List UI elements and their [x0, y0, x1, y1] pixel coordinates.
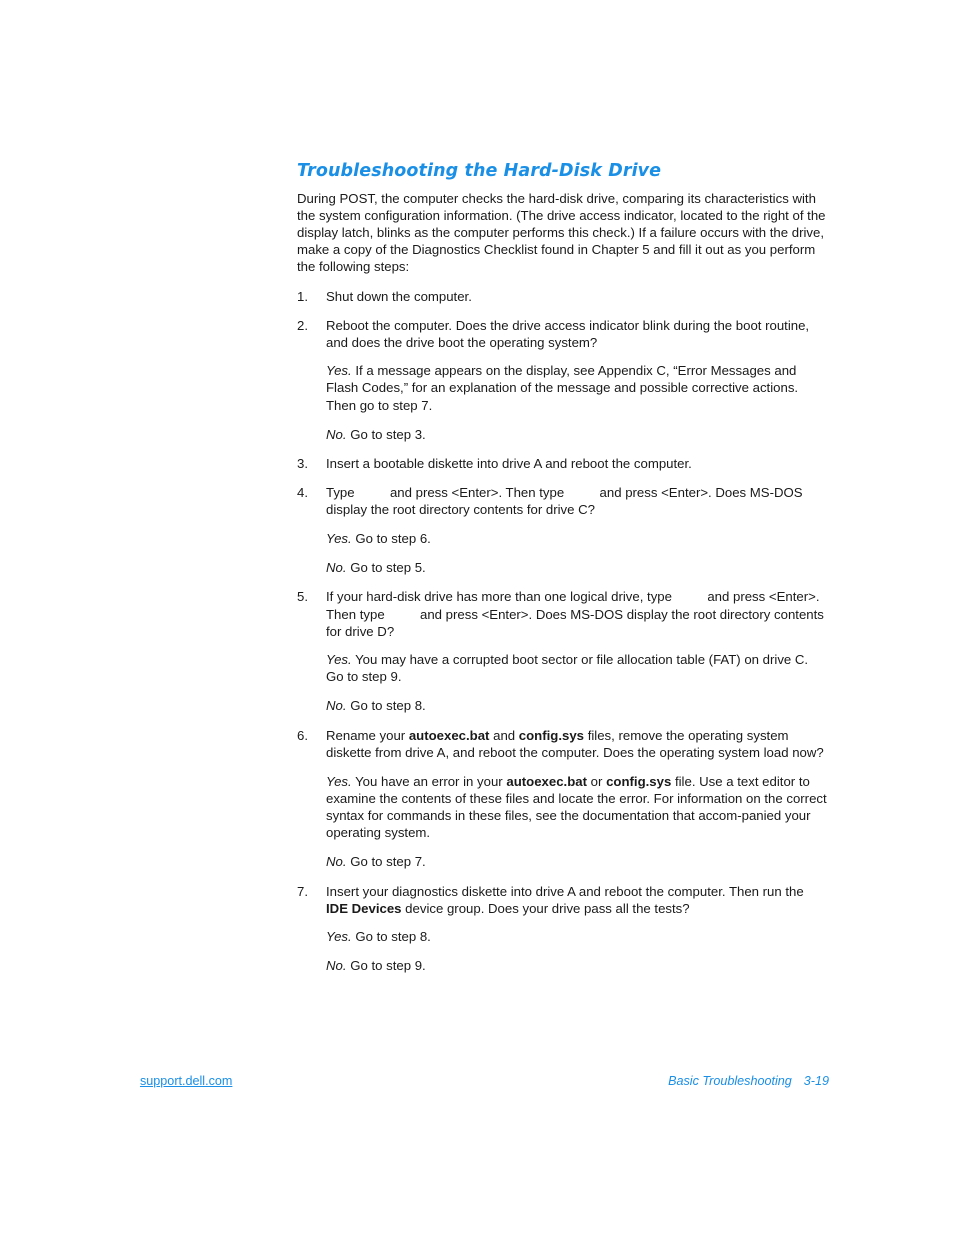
no-text: Go to step 5.: [346, 559, 426, 575]
step-text: and press <Enter>. Does MS-DOS display the root directory contents for drive D?: [326, 606, 824, 639]
no-label: No.: [326, 853, 347, 869]
yes-text: You have an error in your: [351, 773, 507, 789]
step-7: [297, 883, 829, 918]
step-text: Rename your: [326, 728, 409, 744]
step-text: Type: [326, 485, 355, 501]
step-3: [297, 455, 829, 472]
filename-config: config.sys: [518, 728, 585, 744]
filename-autoexec: autoexec.bat: [408, 728, 490, 744]
device-group-name: IDE Devices: [326, 900, 402, 916]
step-number: 5.: [297, 589, 308, 605]
step-5: [297, 588, 829, 640]
step-4: [297, 484, 829, 519]
no-label: No.: [326, 698, 347, 714]
no-label: No.: [326, 958, 347, 974]
yes-text: You may have a corrupted boot sector or file allocation table (FAT) on drive C. Go to step 9.: [326, 652, 809, 685]
yes-label: Yes.: [326, 929, 352, 945]
step-7-yes: [297, 928, 829, 945]
yes-text: Go to step 8.: [351, 929, 431, 945]
step-5-yes: [297, 651, 829, 685]
step-6-yes: [297, 773, 829, 841]
step-text: If your hard-disk drive has more than one logical drive, type: [326, 589, 672, 605]
intro-paragraph: During POST, the computer checks the hard-disk drive, comparing its characteristics with the system configuration information. (The drive access indicator, located to the right of the display latch, blinks as the computer performs this check.) If a failure occurs with the drive, make a copy of the Diagnostics Checklist found in Chapter 5 and fill it out as you perform the following steps:: [297, 191, 826, 275]
no-text: Go to step 7.: [346, 853, 426, 869]
page-footer: [668, 1074, 829, 1088]
yes-text: If a message appears on the display, see Appendix C, “Error Messages and Flash Codes,” for an explanation of the message and possible corrective actions. Then go to step 7.: [326, 363, 799, 413]
step-text: and press <Enter>. Then type: [326, 589, 820, 622]
yes-label: Yes.: [326, 652, 352, 668]
filename-config: config.sys: [606, 773, 672, 789]
step-text: Insert a bootable diskette into drive A and reboot the computer.: [326, 456, 692, 472]
step-6-no: [297, 853, 829, 870]
steps-list: [297, 288, 829, 987]
step-number: 6.: [297, 728, 308, 744]
no-label: No.: [326, 559, 347, 575]
step-2-yes: [297, 362, 829, 413]
support-link[interactable]: support.dell.com: [140, 1074, 233, 1088]
step-4-no: [297, 559, 829, 576]
step-text: and press <Enter>. Does MS-DOS display the root directory contents for drive C?: [326, 485, 803, 518]
yes-label: Yes.: [326, 363, 352, 379]
step-text: files, remove the operating system diskette from drive A, and reboot the computer. Does the operating system load now?: [326, 728, 824, 761]
step-5-no: [297, 697, 829, 714]
yes-text: Go to step 6.: [351, 530, 431, 546]
no-label: No.: [326, 426, 347, 442]
filename-autoexec: autoexec.bat: [506, 773, 587, 789]
step-1: [297, 288, 829, 305]
step-number: 2.: [297, 317, 308, 333]
yes-label: Yes.: [326, 773, 352, 789]
step-4-yes: [297, 530, 829, 547]
step-text: device group. Does your drive pass all the tests?: [401, 900, 690, 916]
step-number: 4.: [297, 485, 308, 501]
no-text: Go to step 8.: [346, 698, 426, 714]
step-6: [297, 727, 829, 762]
step-number: 7.: [297, 883, 308, 899]
step-text: and: [489, 728, 519, 744]
step-text: and press <Enter>. Then type: [389, 485, 565, 501]
yes-label: Yes.: [326, 530, 352, 546]
footer-section-title: Basic Troubleshooting: [668, 1074, 792, 1088]
page-title: Troubleshooting the Hard-Disk Drive: [297, 161, 662, 181]
step-2-no: [297, 426, 829, 443]
step-text: Insert your diagnostics diskette into drive A and reboot the computer. Then run the: [326, 883, 804, 899]
step-text: Shut down the computer.: [326, 289, 472, 304]
page-number: 3-19: [803, 1074, 829, 1088]
yes-text: or: [587, 773, 607, 789]
step-number: 3.: [297, 456, 308, 472]
step-7-no: [297, 957, 829, 974]
no-text: Go to step 9.: [346, 958, 426, 974]
step-text: Reboot the computer. Does the drive access indicator blink during the boot routine, and does the drive boot the operating system?: [326, 317, 810, 351]
step-number: 1.: [297, 289, 308, 304]
step-2: [297, 317, 829, 352]
no-text: Go to step 3.: [346, 426, 426, 442]
yes-text: file. Use a text editor to examine the contents of these files and locate the error. For information on the correct syntax for commands in these files, see the documentation that accom-panied your operating system.: [326, 773, 827, 840]
